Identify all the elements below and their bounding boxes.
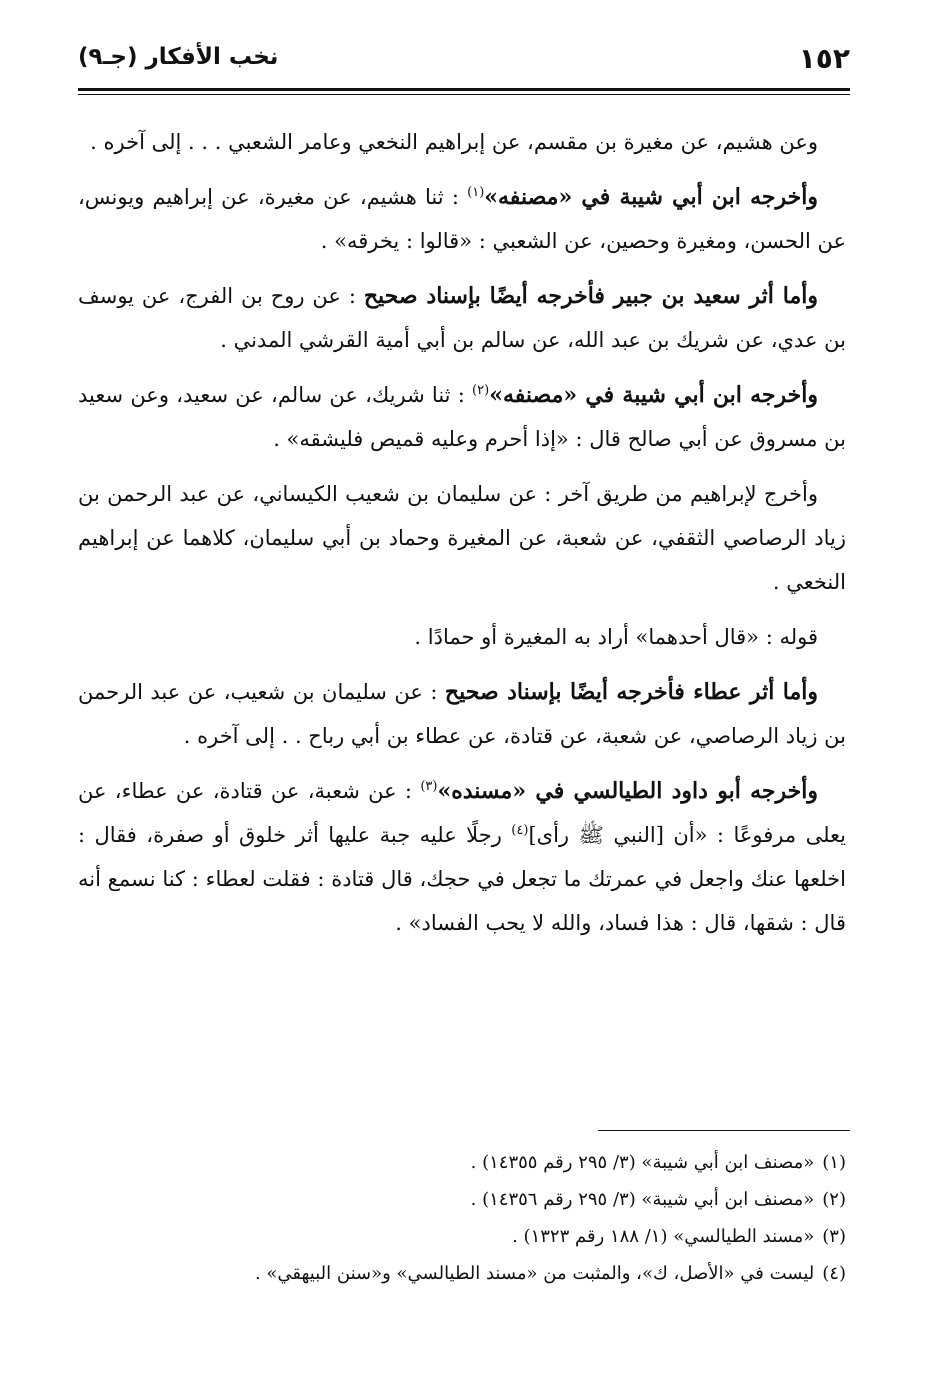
paragraph: [78, 769, 846, 945]
paragraph: [78, 120, 846, 164]
paragraph: [78, 175, 846, 263]
footnote-marker: (٢): [822, 1189, 846, 1210]
book-title: نخب الأفكار (جـ٩): [78, 44, 279, 70]
paragraph: [78, 373, 846, 461]
footnote-marker: (٤): [822, 1263, 846, 1284]
footnote-marker: (١): [822, 1152, 846, 1173]
paragraph-text: : عن شعبة، عن قتادة، عن عطاء، عن يعلى مرفوعًا : «أن [النبي ﷺ رأى]: [78, 779, 847, 847]
paragraph-text: قوله : «قال أحدهما» أراد به المغيرة أو حمادًا .: [414, 625, 818, 649]
paragraph: [78, 615, 846, 659]
footnotes: [78, 1144, 846, 1292]
header-rule-thin: [78, 94, 850, 95]
footnote: [78, 1144, 846, 1181]
page-header: [78, 28, 850, 86]
paragraph-lead: وأما أثر عطاء فأخرجه أيضًا بإسناد صحيح: [444, 679, 818, 705]
paragraph-lead: وأخرجه ابن أبي شيبة في «مصنفه»: [484, 184, 818, 210]
footnote-text: ليست في «الأصل، ك»، والمثبت من «مسند الطيالسي» و«سنن البيهقي» .: [254, 1263, 815, 1284]
footnote-marker: (٣): [822, 1226, 846, 1247]
paragraph-text-continued: رجلًا عليه جبة عليها أثر خلوق أو صفرة، فقال : اخلعها عنك واجعل في عمرتك ما تجعل في حجك، قال قتادة : فقلت لعطاء : كنا نسمع أنه قال : شقها، قال : هذا فساد، والله لا يحب الفساد» .: [78, 823, 846, 935]
paragraph-text: : عن روح بن الفرج، عن يوسف بن عدي، عن شريك بن عبد الله، عن سالم بن أبي أمية القرشي المدني .: [78, 284, 846, 352]
footnote-text: «مصنف ابن أبي شيبة» (٣/ ٢٩٥ رقم ١٤٣٥٦) .: [470, 1189, 815, 1210]
paragraph-text: : عن سليمان بن شعيب، عن عبد الرحمن بن زياد الرصاصي، عن شعبة، عن قتادة، عن عطاء بن أبي رباح . . إلى آخره .: [78, 680, 846, 748]
paragraph-text: : ثنا هشيم، عن مغيرة، عن إبراهيم ويونس، عن الحسن، ومغيرة وحصين، عن الشعبي : «قالوا : يخرقه» .: [78, 185, 846, 253]
footnote-text: «مسند الطيالسي» (١/ ١٨٨ رقم ١٣٢٣) .: [512, 1226, 815, 1247]
footnote: [78, 1181, 846, 1218]
paragraph-text: : ثنا شريك، عن سالم، عن سعيد، وعن سعيد بن مسروق عن أبي صالح قال : «إذا أحرم وعليه قميص فليشقه» .: [78, 383, 846, 451]
paragraph-lead: وأخرجه أبو داود الطيالسي في «مسنده»: [437, 778, 818, 804]
paragraph-lead: وأخرجه ابن أبي شيبة في «مصنفه»: [489, 382, 818, 408]
footnote-text: «مصنف ابن أبي شيبة» (٣/ ٢٩٥ رقم ١٤٣٥٥) .: [470, 1152, 815, 1173]
page-number: ١٥٢: [798, 42, 850, 75]
paragraph: [78, 274, 846, 362]
header-rule-thick: [78, 88, 850, 91]
paragraph-text: وعن هشيم، عن مغيرة بن مقسم، عن إبراهيم النخعي وعامر الشعبي . . . إلى آخره .: [90, 130, 818, 154]
footnote-ref: (٣): [420, 779, 438, 794]
footnote-ref: (١): [467, 185, 485, 200]
paragraph: [78, 670, 846, 758]
paragraph-lead: وأما أثر سعيد بن جبير فأخرجه أيضًا بإسناد صحيح: [363, 283, 818, 309]
footnote-ref: (٤): [511, 823, 529, 838]
paragraph-text: وأخرج لإبراهيم من طريق آخر : عن سليمان بن شعيب الكيساني، عن عبد الرحمن بن زياد الرصاصي الثقفي، عن شعبة، عن المغيرة وحماد بن أبي سليمان، كلاهما عن إبراهيم النخعي .: [78, 482, 846, 594]
paragraph: [78, 472, 846, 604]
footnote: [78, 1255, 846, 1292]
main-text: [78, 120, 846, 956]
footnote-ref: (٢): [472, 383, 490, 398]
footnote-separator: [598, 1130, 850, 1131]
footnote: [78, 1218, 846, 1255]
